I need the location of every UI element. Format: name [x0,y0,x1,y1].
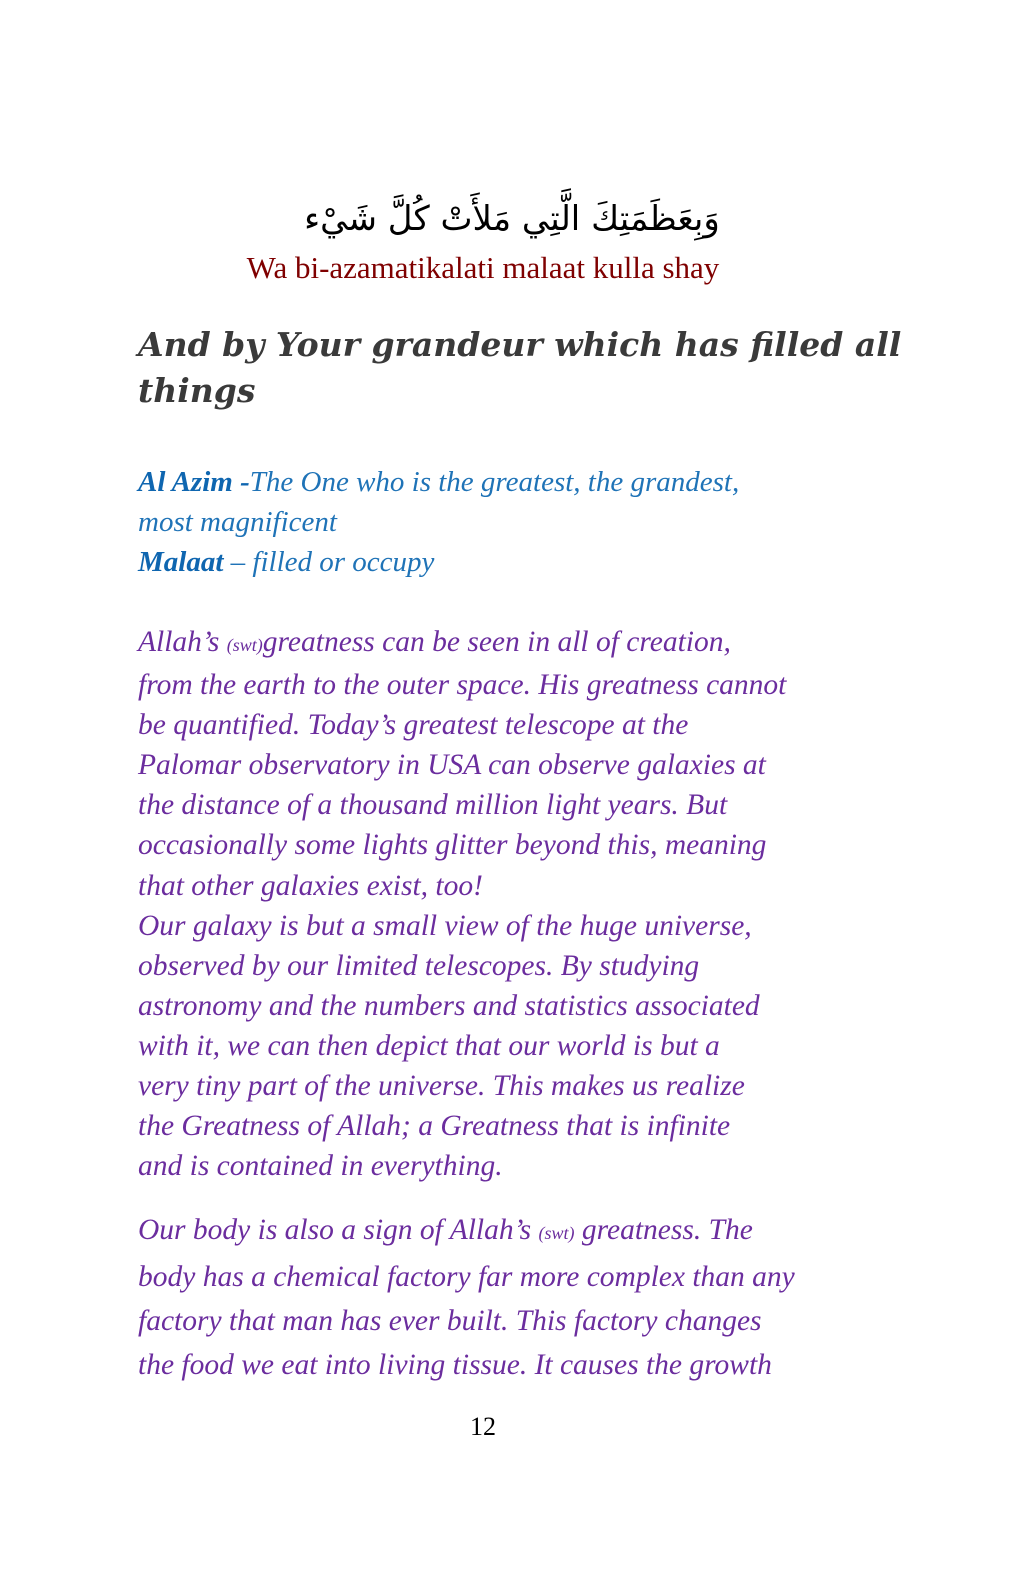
definition-term: Malaat [138,546,224,578]
paragraph-line: Palomar observatory in USA can observe galaxies at [138,749,766,782]
text-run: greatness can be seen in all of creation, [262,626,731,658]
text-run: greatness. The [574,1214,753,1246]
paragraph-line: and is contained in everything. [138,1150,503,1183]
paragraph-line: observed by our limited telescopes. By studying [138,949,700,982]
transliteration: Wa bi-azamatikalati malaat kulla shay [246,250,720,285]
definition-term: Al Azim [138,466,233,498]
paragraph-line [138,1208,858,1255]
page-number: 12 [470,1412,496,1441]
text-run: Allah’s [138,626,227,658]
arabic-supplication: وَبِعَظَمَتِكَ الَّتِي مَلأَتْ كُلَّ شَيْء [304,199,720,239]
definition-separator: – [223,546,253,578]
definition-continuation: most magnificent [138,506,337,538]
paragraph-line: with it, we can then depict that our world is but a [138,1029,720,1062]
definition-text: The One who is the greatest, the grandest, [249,466,740,498]
paragraph-line: from the earth to the outer space. His greatness cannot [138,669,787,702]
definition-separator: - [232,466,250,498]
paragraph-body-sign [138,1208,858,1387]
paragraph-line: factory that man has ever built. This factory changes [138,1305,762,1337]
translation-heading [138,322,902,414]
definition-al-azim [138,462,838,502]
paragraph-line: occasionally some lights glitter beyond this, meaning [138,829,767,862]
paragraph-line: the distance of a thousand million light years. But [138,789,728,822]
heading-line: things [138,371,256,410]
text-run: Our body is also a sign of Allah’s [138,1214,539,1246]
heading-line: And by Your grandeur which has filled all [138,325,902,364]
paragraph-line: Our galaxy is but a small view of the huge universe, [138,909,752,942]
paragraph-line: body has a chemical factory far more complex than any [138,1261,795,1293]
definition-malaat [138,542,838,582]
paragraph-line: be quantified. Today’s greatest telescope at the [138,709,689,742]
paragraph-line: very tiny part of the universe. This makes us realize [138,1070,745,1103]
paragraph-greatness-creation [138,622,858,1186]
paragraph-line [138,622,858,665]
definition-text: filled or occupy [252,546,435,578]
paragraph-line: astronomy and the numbers and statistics associated [138,989,760,1022]
paragraph-line: that other galaxies exist, too! [138,869,483,902]
paragraph-line: the food we eat into living tissue. It causes the growth [138,1349,772,1381]
swt-note: (swt) [226,635,263,655]
swt-note: (swt) [538,1223,575,1243]
paragraph-line: the Greatness of Allah; a Greatness that is infinite [138,1110,731,1143]
definitions [138,462,838,582]
